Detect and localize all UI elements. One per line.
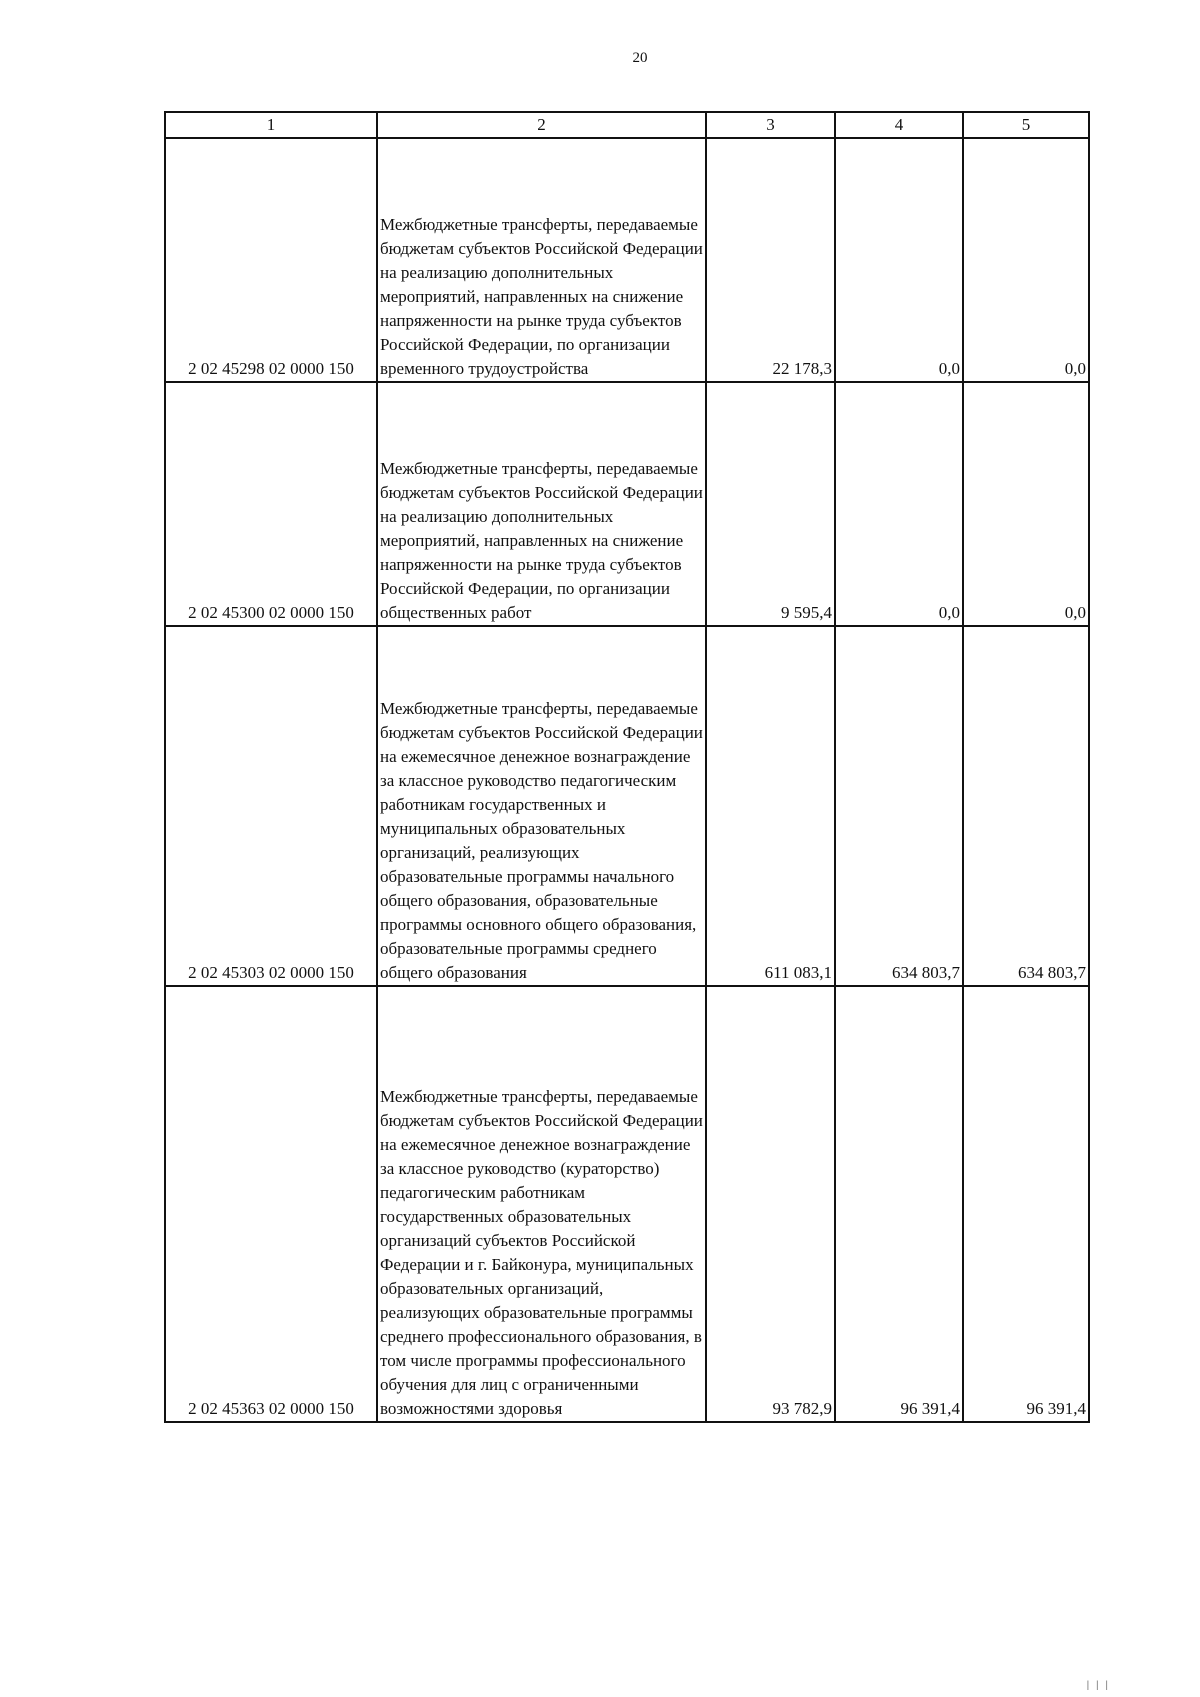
table-row — [165, 626, 1089, 986]
amount-col-5: 96 391,4 — [963, 986, 1089, 1422]
amount-col-4: 96 391,4 — [835, 986, 963, 1422]
budget-code: 2 02 45300 02 0000 150 — [165, 382, 377, 626]
description: Межбюджетные трансферты, передаваемые бюджетам субъектов Российской Федерации на реализацию дополнительных мероприятий, направленных на снижение напряженности на рынке труда субъектов Российской Федерации, по организации общественных работ — [377, 382, 706, 626]
header-col-4: 4 — [835, 112, 963, 138]
header-col-5: 5 — [963, 112, 1089, 138]
page-number: 20 — [632, 50, 648, 66]
header-col-3: 3 — [706, 112, 835, 138]
table-row — [165, 138, 1089, 382]
amount-col-5: 634 803,7 — [963, 626, 1089, 986]
budget-table — [164, 111, 1090, 1423]
amount-col-3: 9 595,4 — [706, 382, 835, 626]
budget-code: 2 02 45303 02 0000 150 — [165, 626, 377, 986]
budget-code: 2 02 45363 02 0000 150 — [165, 986, 377, 1422]
header-row — [165, 112, 1089, 138]
amount-col-4: 634 803,7 — [835, 626, 963, 986]
amount-col-4: 0,0 — [835, 138, 963, 382]
amount-col-3: 93 782,9 — [706, 986, 835, 1422]
table-header — [165, 112, 1089, 138]
amount-col-4: 0,0 — [835, 382, 963, 626]
description: Межбюджетные трансферты, передаваемые бюджетам субъектов Российской Федерации на ежемесячное денежное вознаграждение за классное руководство (кураторство) педагогическим работникам государственных образовательных организаций субъектов Российской Федерации и г. Байконура, муниципальных образовательных организаций, реализующих образовательные программы среднего профессионального образования, в том числе программы профессионального обучения для лиц с ограниченными возможностями здоровья — [377, 986, 706, 1422]
amount-col-3: 611 083,1 — [706, 626, 835, 986]
description: Межбюджетные трансферты, передаваемые бюджетам субъектов Российской Федерации на реализацию дополнительных мероприятий, направленных на снижение напряженности на рынке труда субъектов Российской Федерации, по организации временного трудоустройства — [377, 138, 706, 382]
scan-mark: | | | — [1086, 1680, 1110, 1691]
amount-col-5: 0,0 — [963, 138, 1089, 382]
header-col-2: 2 — [377, 112, 706, 138]
amount-col-5: 0,0 — [963, 382, 1089, 626]
table-row — [165, 986, 1089, 1422]
amount-col-3: 22 178,3 — [706, 138, 835, 382]
table-body — [165, 138, 1089, 1422]
header-col-1: 1 — [165, 112, 377, 138]
budget-code: 2 02 45298 02 0000 150 — [165, 138, 377, 382]
table-row — [165, 382, 1089, 626]
description: Межбюджетные трансферты, передаваемые бюджетам субъектов Российской Федерации на ежемесячное денежное вознаграждение за классное руководство педагогическим работникам государственных и муниципальных образовательных организаций, реализующих образовательные программы начального общего образования, образовательные программы основного общего образования, образовательные программы среднего общего образования — [377, 626, 706, 986]
